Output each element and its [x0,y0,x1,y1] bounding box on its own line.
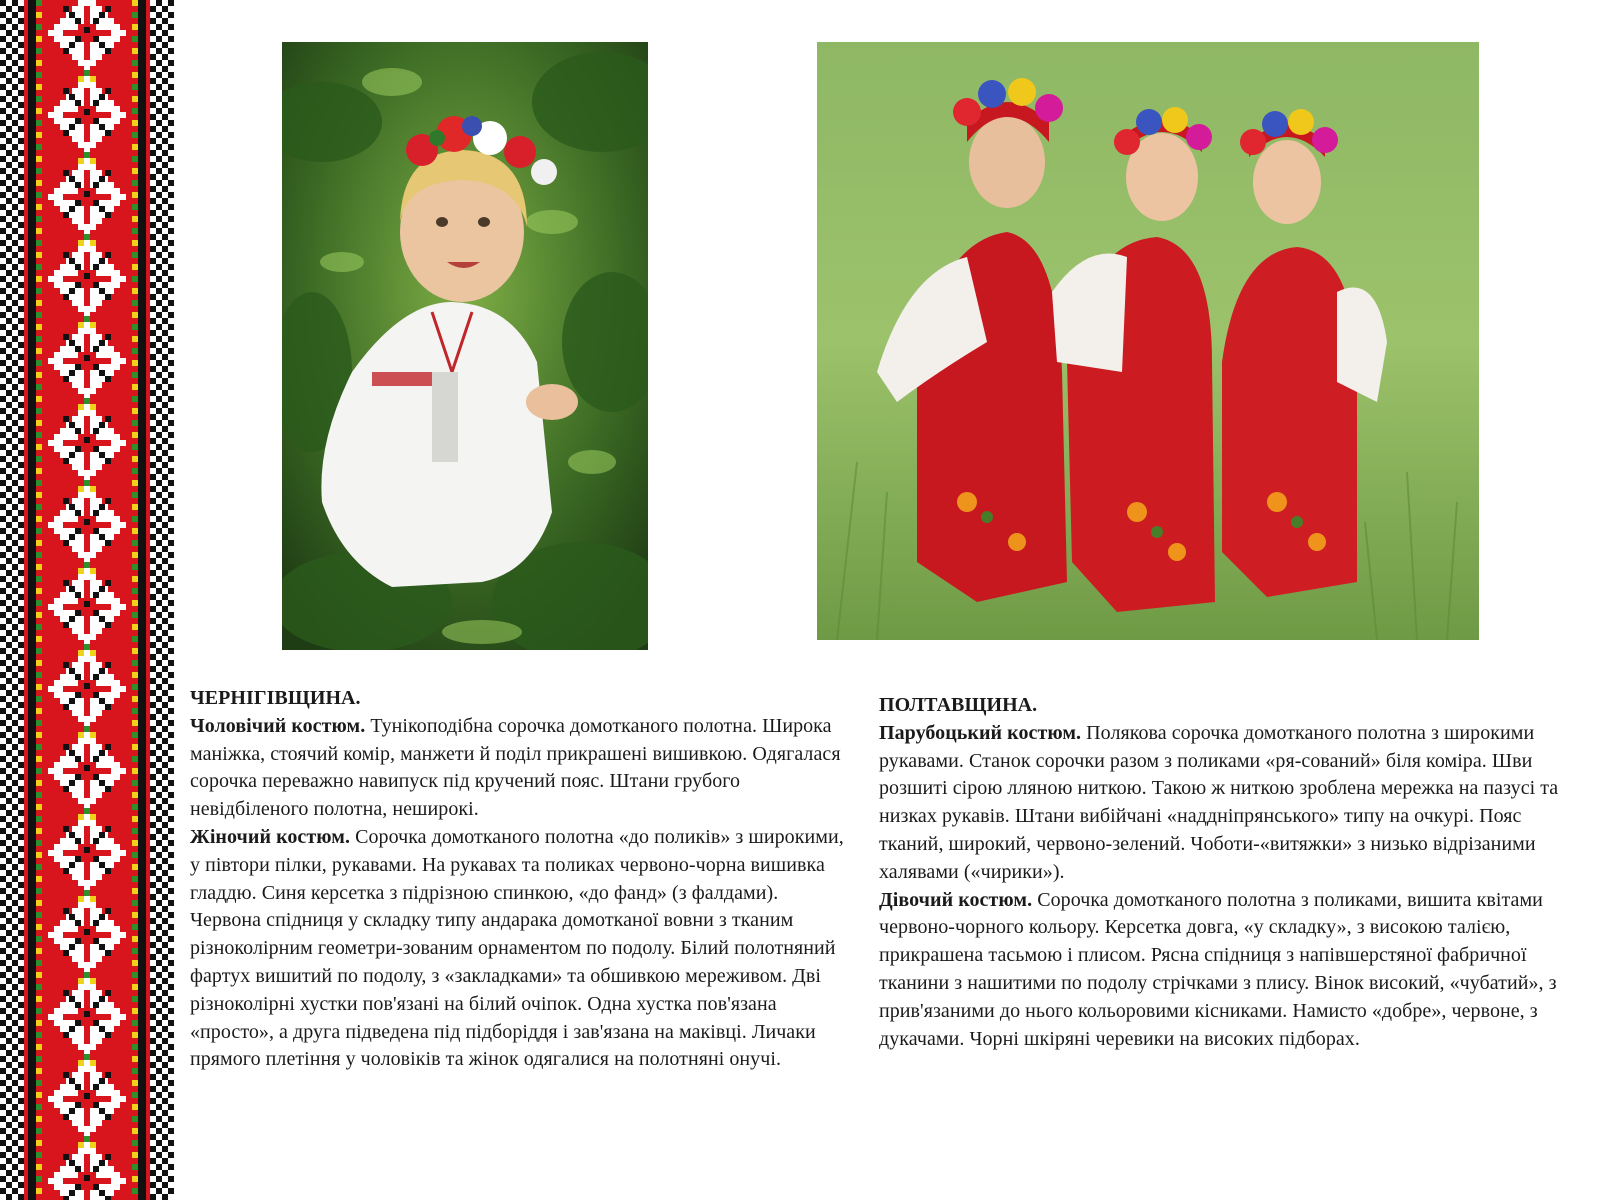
chernihiv-men-label: Чоловічий костюм. [190,714,366,737]
embroidered-border [0,0,174,1200]
poltava-heading: ПОЛТАВЩИНА. [879,694,1038,716]
chernihiv-women-paragraph [190,824,850,1074]
chernihiv-heading: ЧЕРНІГІВЩИНА. [190,687,361,709]
chernihiv-men-text: Тунікоподібна сорочка домотканого полотна. Широка маніжка, стоячий комір, манжети й поділ прикрашені вишивкою. Одягалася сорочка переважно навипуск під кручений пояс. Штани грубого невідбіленого полотна, неширокі. [190,714,841,821]
poltava-women-text: Сорочка домотканого полотна з поликами, вишита квітами червоно-чорного кольору. Керсетка довга, «у складку», з високою талією, прикрашена тасьмою і плисом. Рясна спідниця з напівшерстяної фабричної тканини з нашитими по подолу стрічками з плису. Вінок високий, «чубатий», з прив'язаними до нього кольоровими кісниками. Намисто «добре», червоне, з дукачами. Чорні шкіряні черевики на високих підборах. [879,888,1557,1050]
photo-child-costume [282,42,648,650]
poltava-women-paragraph [879,887,1579,1054]
embroidery-pattern [0,0,174,1200]
chernihiv-women-text: Сорочка домотканого полотна «до поликів» з широкими, у півтори пілки, рукавами. На рукавах та поликах червоно-чорна вишивка гладдю. Синя керсетка з підрізною спинкою, «до фанд» (з фалдами). Червона спідниця у складку типу андарака домотканої вовни з тканим різноколірним геометри-зованим орнаментом по подолу. Білий полотняний фартух вишитий по подолу, з «закладками» та обшивкою мереживом. Дві різноколірні хустки пов'язані на білий очіпок. Одна хустка пов'язана «просто», а друга підведена під підборіддя і зав'язана на маківці. Личаки прямого плетіння у чоловіків та жінок одягалися на полотняні онучі. [190,825,844,1071]
photo-women-illustration [817,42,1479,640]
photo-child-illustration [282,42,648,650]
poltava-section [879,692,1579,1053]
chernihiv-women-label: Жіночий костюм. [190,825,351,848]
poltava-men-label: Парубоцький костюм. [879,721,1082,744]
photo-poltava-women [817,42,1479,640]
poltava-men-text: Полякова сорочка домотканого полотна з широкими рукавами. Станок сорочки разом з поликами «ря-сований» біля коміра. Шви розшиті сірою лляною ниткою. Такою ж ниткою зроблена мережка на пазусі та низках рукавів. Штани вибійчані «наддніпрянського» типу на очкурі. Пояс тканий, широкий, червоно-зелений. Чоботи-«витяжки» з низько відрізаними халявами («чирики»). [879,721,1559,883]
chernihiv-men-paragraph [190,713,850,824]
poltava-women-label: Дівочий костюм. [879,888,1033,911]
chernihiv-section [190,685,850,1074]
poltava-men-paragraph [879,720,1579,887]
